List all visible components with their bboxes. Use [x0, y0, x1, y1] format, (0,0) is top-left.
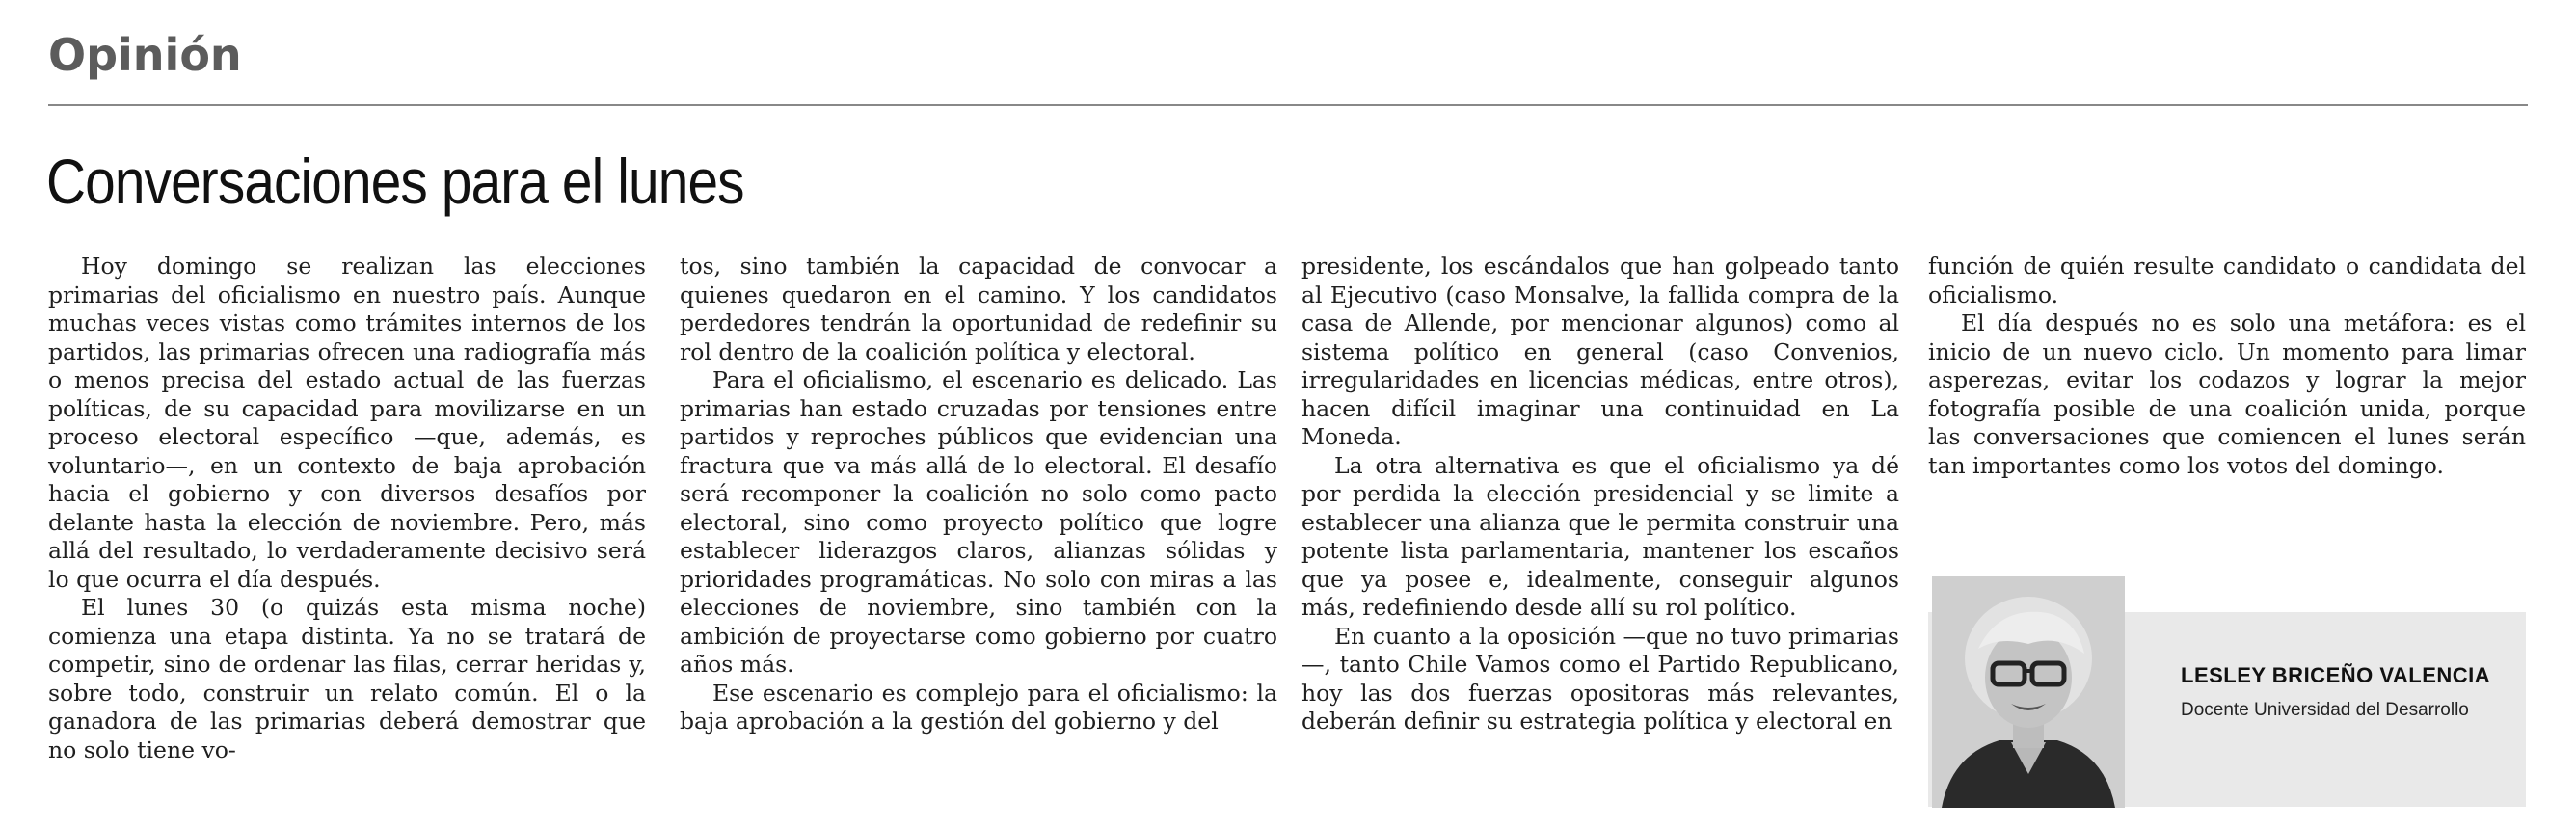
article-column-1: [48, 253, 646, 764]
section-divider: [48, 104, 2528, 106]
author-role: Docente Universidad del Desarrollo: [2181, 700, 2469, 720]
section-label: Opinión: [48, 29, 242, 81]
paragraph: Ese escenario es complejo para el oficialismo: la baja aprobación a la gestión del gobierno y del: [680, 679, 1277, 735]
paragraph: Para el oficialismo, el escenario es delicado. Las primarias han estado cruzadas por tensiones entre partidos y reproches públicos que evidencian una fractura que va más allá de lo electoral. El desafío será recomponer la coalición no solo como pacto electoral, sino como proyecto político que logre establecer liderazgos claros, alianzas sólidas y prioridades programáticas. No solo con miras a las elecciones de noviembre, sino también con la ambición de proyectarse como gobierno por cuatro años más.: [680, 366, 1277, 678]
author-portrait-icon: [1932, 576, 2125, 808]
paragraph: función de quién resulte candidato o candidata del oficialismo.: [1928, 253, 2526, 308]
article-column-3: [1301, 253, 1899, 736]
headline: Conversaciones para el lunes: [46, 146, 744, 217]
paragraph: presidente, los escándalos que han golpeado tanto al Ejecutivo (caso Monsalve, la fallida compra de la casa de Allende, por mencionar algunos) como al sistema político en general (caso Convenios, irregularidades en licencias médicas, entre otros), hacen difícil imaginar una continuidad en La Moneda.: [1301, 253, 1899, 450]
article-column-4: [1928, 253, 2526, 480]
paragraph: El día después no es solo una metáfora: es el inicio de un nuevo ciclo. Un momento para limar asperezas, evitar los codazos y lograr la mejor fotografía posible de una coalición unida, porque las conversaciones que comiencen el lunes serán tan importantes como los votos del domingo.: [1928, 309, 2526, 479]
paragraph: Hoy domingo se realizan las elecciones primarias del oficialismo en nuestro país. Aunque muchas veces vistas como trámites internos de los partidos, las primarias ofrecen una radiografía más o menos precisa del estado actual de las fuerzas políticas, de su capacidad para movilizarse en un proceso electoral específico —que, además, es voluntario—, en un contexto de baja aprobación hacia el gobierno y con diversos desafíos por delante hasta la elección de noviembre. Pero, más allá del resultado, lo verdaderamente decisivo será lo que ocurra el día después.: [48, 253, 646, 593]
article-column-2: [680, 253, 1277, 736]
paragraph: tos, sino también la capacidad de convocar a quienes quedaron en el camino. Y los candidatos perdedores tendrán la oportunidad de redefinir su rol dentro de la coalición política y electoral.: [680, 253, 1277, 365]
paragraph: El lunes 30 (o quizás esta misma noche) comienza una etapa distinta. Ya no se tratará de competir, sino de ordenar las filas, cerrar heridas y, sobre todo, construir un relato común. El o la ganadora de las primarias deberá demostrar que no solo tiene vo-: [48, 594, 646, 763]
paragraph: La otra alternativa es que el oficialismo ya dé por perdida la elección presidencial y se limite a establecer una alianza que le permita construir una potente lista parlamentaria, mantener los escaños que ya posee e, idealmente, conseguir algunos más, redefiniendo desde allí su rol político.: [1301, 451, 1899, 621]
paragraph: En cuanto a la oposición —que no tuvo primarias—, tanto Chile Vamos como el Partido Republicano, hoy las dos fuerzas opositoras más relevantes, deberán definir su estrategia política y electoral en: [1301, 622, 1899, 735]
author-photo: [1932, 576, 2125, 808]
author-name: LESLEY BRICEÑO VALENCIA: [2181, 663, 2491, 687]
